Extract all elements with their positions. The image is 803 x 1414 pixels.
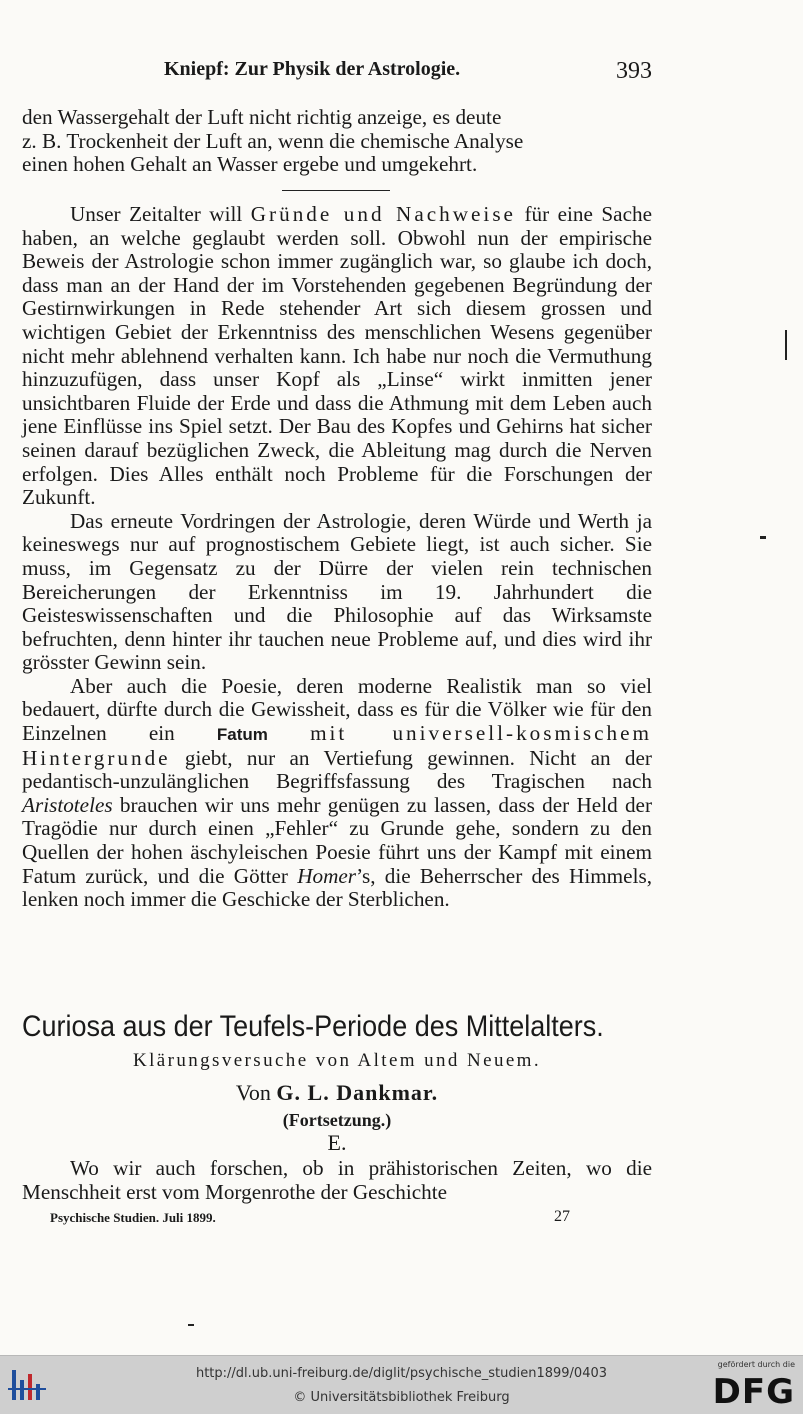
emphasis-italic: Homer (297, 863, 357, 888)
author-name: G. L. Dankmar. (276, 1080, 439, 1105)
continuation-note: (Fortsetzung.) (282, 1110, 392, 1130)
page-footer (50, 1210, 570, 1230)
text-run: brauchen wir uns mehr genügen zu lassen, dass der Held der Tragödie nur durch einen „Fehler“ zu Grunde gehe, sondern zu den Quellen der hohen äschyleischen Poesie führt uns der Kampf mit einem Fatum zurück, und die Götter (22, 792, 652, 888)
body-text (22, 203, 652, 912)
byline-prefix: Von (235, 1080, 277, 1105)
section-divider (282, 190, 390, 191)
margin-mark (188, 1324, 194, 1326)
signature-mark: 27 (554, 1208, 570, 1225)
text-run: ’s, die Beherrscher des Himmels, lenken noch immer die Geschicke der Sterblichen. (22, 863, 652, 912)
funder-tagline: gefördert durch die (717, 1360, 795, 1369)
emphasis-spaced: mit universell-kosmischem Hintergrunde (22, 721, 653, 770)
emphasis-spaced: Gründe und Nachweise (250, 202, 516, 226)
page-number: 393 (616, 58, 652, 84)
article-opening: Wo wir auch forschen, ob in prähistorischen Zeiten, wo die Menschheit erst vom Morgenrothe der Geschichte (22, 1156, 652, 1204)
journal-line: Psychische Studien. Juli 1899. (50, 1210, 216, 1225)
paragraph (22, 203, 652, 510)
article-subtitle: Klärungsversuche von Altem und Neuem. (132, 1050, 542, 1071)
margin-mark (785, 330, 787, 360)
text-run: Aber auch die Poesie, deren moderne Realistik man so viel bedauert, dürfte durch die Gewissheit, dass es für die Völker wie für den Einzelnen ein (22, 673, 652, 746)
article-title: Curiosa aus der Teufels-Periode des Mittelalters. (22, 1010, 604, 1043)
article-byline (22, 1080, 652, 1106)
copyright-notice: © Universitätsbibliothek Freiburg (293, 1390, 510, 1405)
dfg-logo[interactable] (705, 1360, 795, 1410)
text-run: für eine Sache haben, an welche geglaubt werden soll. Obwohl nun der empirische Beweis der Astrologie schon immer zugänglich war, so glaube ich doch, dass man an der Hand der im Vorstehenden gegebenen Begründung der Gestirnwirkungen in Rede stehender Art sich diesem grossen und wichtigen Gebiet der Erkenntniss des menschlichen Wesens gegenüber nicht mehr ablehnend verhalten kann. Ich habe nur noch die Vermuthung hinzuzufügen, dass unser Kopf als „Linse“ wirkt inmitten jener unsichtbaren Fluide der Erde und dass die Athmung mit dem Leben auch jene Einflüsse ins Spiel setzt. Der Bau des Kopfes und Gehirns hat sicher seinen darauf bezüglichen Zweck, die Ableitung mag durch die Nerven erfolgen. Dies Alles enthält noch Probleme für die Forschungen der Zukunft. (22, 202, 652, 510)
text-run: Unser Zeitalter will (70, 202, 251, 226)
running-title: Kniepf: Zur Physik der Astrologie. (164, 58, 461, 80)
text-run (268, 721, 310, 745)
margin-mark (760, 536, 766, 539)
dfg-logo-mark: DFG (712, 1372, 795, 1412)
viewer-footer-bar (0, 1355, 803, 1414)
paragraph: Das erneute Vordringen der Astrologie, deren Würde und Werth ja keineswegs nur auf prognostischem Gebiete liegt, ist auch sicher. Sie muss, im Gegensatz zu der Dürre der vielen rein technischen Bereicherungen der Erkenntniss im 19. Jahrhundert die Geisteswissenschaften und die Philosophie auf das Wirksamste befruchten, denn hinter ihr tauchen neue Probleme auf, und dies wird ihr grösster Gewinn sein. (22, 508, 652, 675)
emphasis-italic: Aristoteles (22, 792, 113, 817)
top-paragraph (22, 106, 652, 177)
source-url-link[interactable]: http://dl.ub.uni-freiburg.de/diglit/psychische_studien1899/0403 (195, 1366, 608, 1381)
paragraph (22, 675, 652, 912)
text-run: giebt, nur an Vertiefung gewinnen. Nicht an der pedantisch-unzulänglichen Begriffsfassung des Tragischen nach (22, 745, 652, 794)
text-line: den Wassergehalt der Luft nicht richtig anzeige, es deute (22, 105, 502, 129)
page-header (22, 58, 652, 88)
emphasis-bold: Fatum (216, 725, 268, 745)
text-line: z. B. Trockenheit der Luft an, wenn die chemische Analyse (22, 128, 524, 153)
section-heading: E. (327, 1130, 347, 1155)
text-line: einen hohen Gehalt an Wasser ergebe und umgekehrt. (22, 152, 478, 177)
